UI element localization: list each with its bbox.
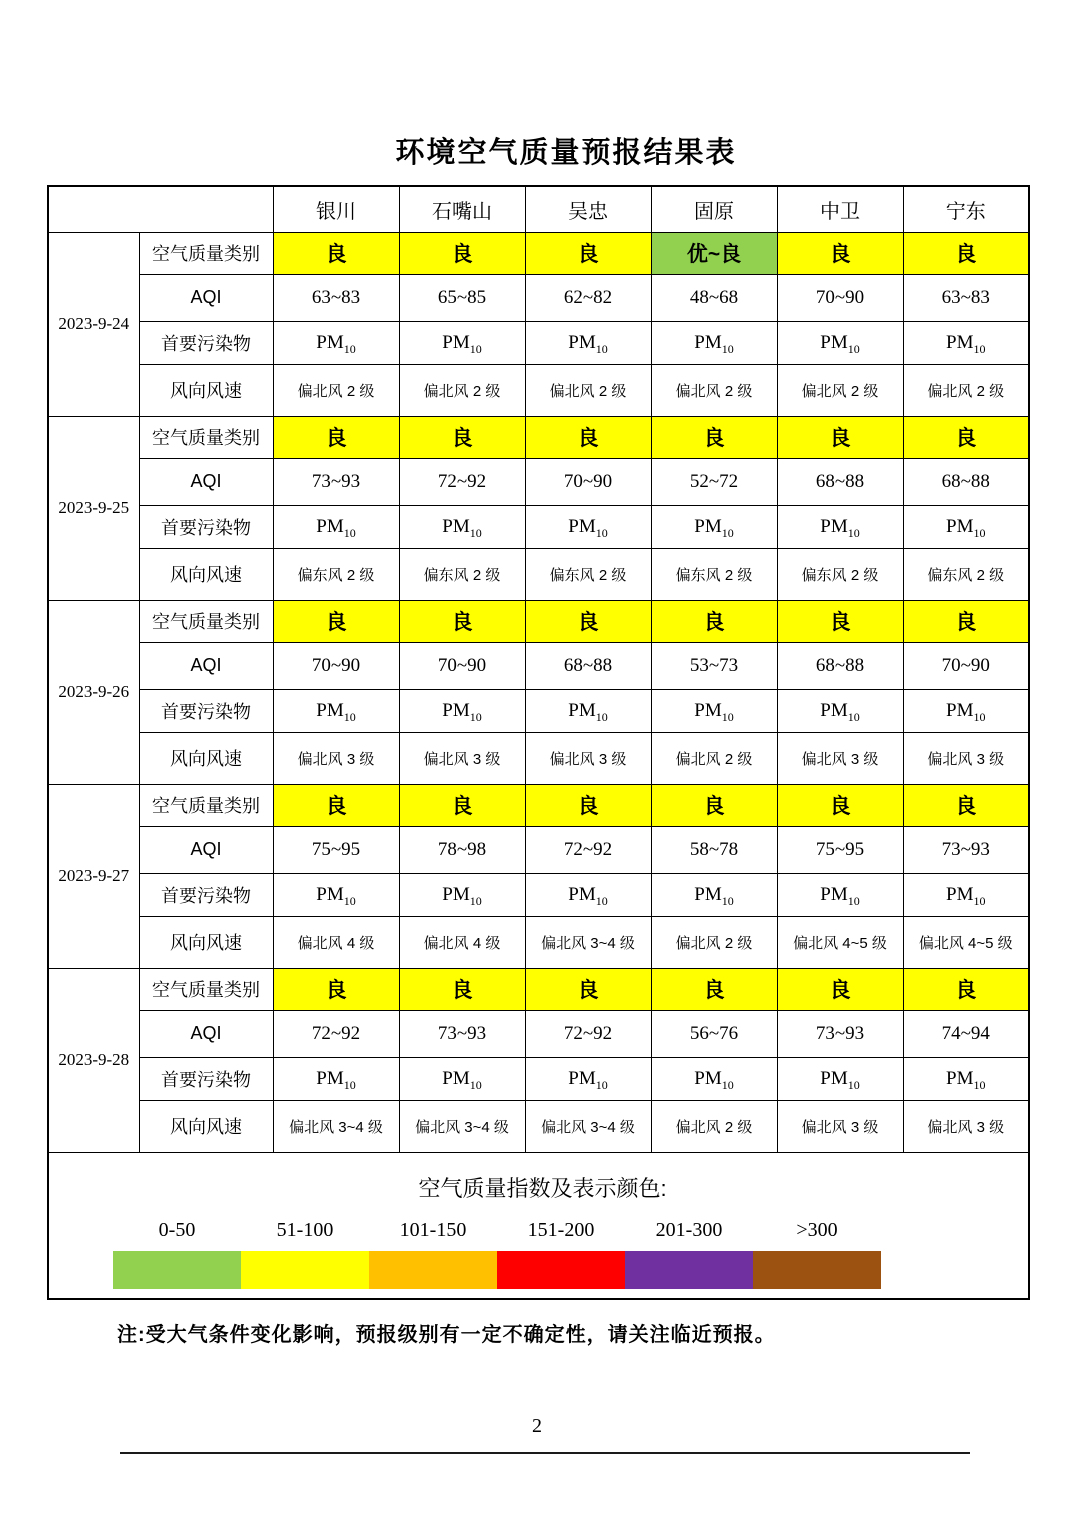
row-label-wind: 风向风速 <box>139 916 273 968</box>
city-header-6: 宁东 <box>903 186 1029 232</box>
row-label-wind: 风向风速 <box>139 364 273 416</box>
aqi-cell: 68~88 <box>525 642 651 689</box>
pollutant-cell: $PM_{10}$ <box>651 689 777 732</box>
legend-cell <box>48 1152 1029 1299</box>
category-cell: 良 <box>525 968 651 1010</box>
aqi-cell: 78~98 <box>399 826 525 873</box>
aqi-cell: 56~76 <box>651 1010 777 1057</box>
category-row <box>48 784 1029 826</box>
category-cell: 良 <box>525 784 651 826</box>
pollutant-row <box>48 1057 1029 1100</box>
pollutant-cell: $PM_{10}$ <box>273 321 399 364</box>
aqi-cell: 68~88 <box>777 458 903 505</box>
date-cell: 2023-9-25 <box>48 416 139 600</box>
legend-range-label-3: 151-200 <box>527 1218 595 1241</box>
pollutant-cell: $PM_{10}$ <box>273 1057 399 1100</box>
row-label-category: 空气质量类别 <box>139 968 273 1010</box>
date-cell: 2023-9-24 <box>48 232 139 416</box>
category-row <box>48 232 1029 274</box>
category-cell: 良 <box>273 232 399 274</box>
wind-cell: 偏北风 2 级 <box>903 364 1029 416</box>
wind-cell: 偏北风 4~5 级 <box>903 916 1029 968</box>
pollutant-cell: $PM_{10}$ <box>399 689 525 732</box>
legend-range-label-1: 51-100 <box>276 1218 334 1241</box>
legend-swatch-1 <box>241 1251 369 1289</box>
row-label-pollutant: 首要污染物 <box>139 321 273 364</box>
row-label-pollutant: 首要污染物 <box>139 873 273 916</box>
aqi-cell: 48~68 <box>651 274 777 321</box>
wind-cell: 偏北风 2 级 <box>651 364 777 416</box>
wind-cell: 偏北风 3 级 <box>903 732 1029 784</box>
pollutant-cell: $PM_{10}$ <box>651 505 777 548</box>
wind-row <box>48 1100 1029 1152</box>
pollutant-cell: $PM_{10}$ <box>399 321 525 364</box>
wind-cell: 偏北风 2 级 <box>273 364 399 416</box>
aqi-cell: 72~92 <box>525 826 651 873</box>
category-cell: 良 <box>525 416 651 458</box>
wind-cell: 偏北风 3~4 级 <box>273 1100 399 1152</box>
pollutant-cell: $PM_{10}$ <box>903 321 1029 364</box>
category-cell: 良 <box>273 968 399 1010</box>
category-cell: 良 <box>903 600 1029 642</box>
wind-cell: 偏北风 2 级 <box>651 916 777 968</box>
pollutant-cell: $PM_{10}$ <box>903 1057 1029 1100</box>
legend-swatch-2 <box>369 1251 497 1289</box>
row-label-category: 空气质量类别 <box>139 600 273 642</box>
wind-cell: 偏北风 2 级 <box>525 364 651 416</box>
wind-cell: 偏北风 3 级 <box>399 732 525 784</box>
row-label-aqi: AQI <box>139 826 273 873</box>
aqi-cell: 65~85 <box>399 274 525 321</box>
category-cell: 良 <box>399 416 525 458</box>
category-cell: 良 <box>777 968 903 1010</box>
aqi-cell: 75~95 <box>273 826 399 873</box>
forecast-table-body <box>48 186 1029 1299</box>
wind-row <box>48 916 1029 968</box>
aqi-cell: 73~93 <box>273 458 399 505</box>
wind-cell: 偏北风 3 级 <box>777 1100 903 1152</box>
pollutant-cell: $PM_{10}$ <box>273 505 399 548</box>
category-cell: 良 <box>777 784 903 826</box>
category-cell: 良 <box>399 968 525 1010</box>
category-cell: 良 <box>777 232 903 274</box>
wind-cell: 偏东风 2 级 <box>525 548 651 600</box>
wind-cell: 偏东风 2 级 <box>777 548 903 600</box>
table-header-row <box>48 186 1029 232</box>
page-title: 环境空气质量预报结果表 <box>395 137 737 169</box>
category-cell: 良 <box>903 232 1029 274</box>
category-cell: 良 <box>273 416 399 458</box>
pollutant-cell: $PM_{10}$ <box>903 505 1029 548</box>
legend-range-label-5: >300 <box>796 1218 838 1241</box>
category-cell: 良 <box>903 784 1029 826</box>
footer-divider-line <box>120 1452 970 1454</box>
aqi-cell: 63~83 <box>903 274 1029 321</box>
pollutant-cell: $PM_{10}$ <box>777 505 903 548</box>
pollutant-row <box>48 505 1029 548</box>
pollutant-cell: $PM_{10}$ <box>525 321 651 364</box>
page-number: 2 <box>532 1415 542 1437</box>
legend-range-label-0: 0-50 <box>158 1218 196 1241</box>
category-cell: 良 <box>903 968 1029 1010</box>
aqi-cell: 72~92 <box>525 1010 651 1057</box>
aqi-cell: 70~90 <box>525 458 651 505</box>
wind-cell: 偏东风 2 级 <box>399 548 525 600</box>
legend-swatch-5 <box>753 1251 881 1289</box>
aqi-cell: 74~94 <box>903 1010 1029 1057</box>
pollutant-cell: $PM_{10}$ <box>525 873 651 916</box>
wind-cell: 偏北风 3 级 <box>273 732 399 784</box>
category-cell: 良 <box>273 600 399 642</box>
wind-cell: 偏北风 3~4 级 <box>525 916 651 968</box>
category-cell: 良 <box>525 232 651 274</box>
header-blank-cell <box>48 186 273 232</box>
wind-row <box>48 364 1029 416</box>
wind-cell: 偏北风 3 级 <box>777 732 903 784</box>
aqi-cell: 73~93 <box>777 1010 903 1057</box>
row-label-aqi: AQI <box>139 458 273 505</box>
pollutant-cell: $PM_{10}$ <box>651 321 777 364</box>
date-cell: 2023-9-26 <box>48 600 139 784</box>
category-cell: 良 <box>651 416 777 458</box>
row-label-category: 空气质量类别 <box>139 232 273 274</box>
pollutant-cell: $PM_{10}$ <box>399 1057 525 1100</box>
aqi-cell: 73~93 <box>399 1010 525 1057</box>
category-row <box>48 968 1029 1010</box>
category-cell: 良 <box>651 600 777 642</box>
category-cell: 良 <box>777 600 903 642</box>
pollutant-cell: $PM_{10}$ <box>525 689 651 732</box>
pollutant-cell: $PM_{10}$ <box>777 873 903 916</box>
city-header-2: 石嘴山 <box>399 186 525 232</box>
aqi-cell: 73~93 <box>903 826 1029 873</box>
row-label-aqi: AQI <box>139 274 273 321</box>
wind-row <box>48 732 1029 784</box>
row-label-category: 空气质量类别 <box>139 416 273 458</box>
row-label-category: 空气质量类别 <box>139 784 273 826</box>
wind-cell: 偏北风 3 级 <box>525 732 651 784</box>
category-cell: 优~良 <box>651 232 777 274</box>
pollutant-cell: $PM_{10}$ <box>399 873 525 916</box>
legend-row <box>48 1152 1029 1299</box>
wind-cell: 偏北风 3~4 级 <box>399 1100 525 1152</box>
city-header-4: 固原 <box>651 186 777 232</box>
aqi-cell: 72~92 <box>399 458 525 505</box>
category-cell: 良 <box>399 232 525 274</box>
wind-cell: 偏东风 2 级 <box>651 548 777 600</box>
row-label-wind: 风向风速 <box>139 732 273 784</box>
aqi-cell: 70~90 <box>399 642 525 689</box>
wind-cell: 偏北风 2 级 <box>399 364 525 416</box>
aqi-cell: 70~90 <box>273 642 399 689</box>
category-cell: 良 <box>777 416 903 458</box>
pollutant-row <box>48 321 1029 364</box>
pollutant-cell: $PM_{10}$ <box>903 689 1029 732</box>
wind-cell: 偏北风 2 级 <box>651 1100 777 1152</box>
aqi-cell: 70~90 <box>903 642 1029 689</box>
category-cell: 良 <box>273 784 399 826</box>
pollutant-cell: $PM_{10}$ <box>903 873 1029 916</box>
category-cell: 良 <box>651 784 777 826</box>
category-cell: 良 <box>525 600 651 642</box>
category-cell: 良 <box>903 416 1029 458</box>
row-label-wind: 风向风速 <box>139 1100 273 1152</box>
forecast-note: 注:受大气条件变化影响，预报级别有一定不确定性，请关注临近预报。 <box>117 1324 776 1346</box>
forecast-table <box>47 185 1030 1300</box>
aqi-cell: 70~90 <box>777 274 903 321</box>
aqi-cell: 68~88 <box>903 458 1029 505</box>
aqi-row <box>48 1010 1029 1057</box>
legend-ranges <box>113 1219 881 1242</box>
aqi-row <box>48 642 1029 689</box>
pollutant-cell: $PM_{10}$ <box>651 1057 777 1100</box>
aqi-cell: 58~78 <box>651 826 777 873</box>
pollutant-cell: $PM_{10}$ <box>273 873 399 916</box>
legend-swatch-3 <box>497 1251 625 1289</box>
pollutant-cell: $PM_{10}$ <box>651 873 777 916</box>
aqi-row <box>48 826 1029 873</box>
pollutant-cell: $PM_{10}$ <box>777 689 903 732</box>
category-row <box>48 600 1029 642</box>
city-header-1: 银川 <box>273 186 399 232</box>
aqi-cell: 72~92 <box>273 1010 399 1057</box>
row-label-aqi: AQI <box>139 642 273 689</box>
wind-cell: 偏北风 3 级 <box>903 1100 1029 1152</box>
category-cell: 良 <box>651 968 777 1010</box>
city-header-3: 吴忠 <box>525 186 651 232</box>
date-cell: 2023-9-28 <box>48 968 139 1152</box>
row-label-pollutant: 首要污染物 <box>139 689 273 732</box>
aqi-cell: 62~82 <box>525 274 651 321</box>
city-header-5: 中卫 <box>777 186 903 232</box>
wind-cell: 偏东风 2 级 <box>903 548 1029 600</box>
legend-swatches <box>113 1251 881 1289</box>
category-cell: 良 <box>399 784 525 826</box>
row-label-pollutant: 首要污染物 <box>139 1057 273 1100</box>
aqi-cell: 68~88 <box>777 642 903 689</box>
pollutant-row <box>48 873 1029 916</box>
aqi-cell: 52~72 <box>651 458 777 505</box>
aqi-cell: 53~73 <box>651 642 777 689</box>
wind-cell: 偏北风 4 级 <box>273 916 399 968</box>
wind-cell: 偏北风 2 级 <box>651 732 777 784</box>
pollutant-cell: $PM_{10}$ <box>525 1057 651 1100</box>
row-label-wind: 风向风速 <box>139 548 273 600</box>
wind-row <box>48 548 1029 600</box>
row-label-aqi: AQI <box>139 1010 273 1057</box>
category-cell: 良 <box>399 600 525 642</box>
wind-cell: 偏东风 2 级 <box>273 548 399 600</box>
row-label-pollutant: 首要污染物 <box>139 505 273 548</box>
date-cell: 2023-9-27 <box>48 784 139 968</box>
wind-cell: 偏北风 3~4 级 <box>525 1100 651 1152</box>
wind-cell: 偏北风 4 级 <box>399 916 525 968</box>
legend-title: 空气质量指数及表示颜色: <box>418 1175 667 1201</box>
legend-swatch-0 <box>113 1251 241 1289</box>
pollutant-cell: $PM_{10}$ <box>777 1057 903 1100</box>
aqi-cell: 75~95 <box>777 826 903 873</box>
pollutant-cell: $PM_{10}$ <box>273 689 399 732</box>
aqi-row <box>48 458 1029 505</box>
legend-range-label-2: 101-150 <box>399 1218 467 1241</box>
legend-swatch-4 <box>625 1251 753 1289</box>
wind-cell: 偏北风 4~5 级 <box>777 916 903 968</box>
pollutant-cell: $PM_{10}$ <box>777 321 903 364</box>
legend-range-label-4: 201-300 <box>655 1218 723 1241</box>
aqi-row <box>48 274 1029 321</box>
pollutant-cell: $PM_{10}$ <box>525 505 651 548</box>
category-row <box>48 416 1029 458</box>
wind-cell: 偏北风 2 级 <box>777 364 903 416</box>
pollutant-row <box>48 689 1029 732</box>
aqi-cell: 63~83 <box>273 274 399 321</box>
pollutant-cell: $PM_{10}$ <box>399 505 525 548</box>
